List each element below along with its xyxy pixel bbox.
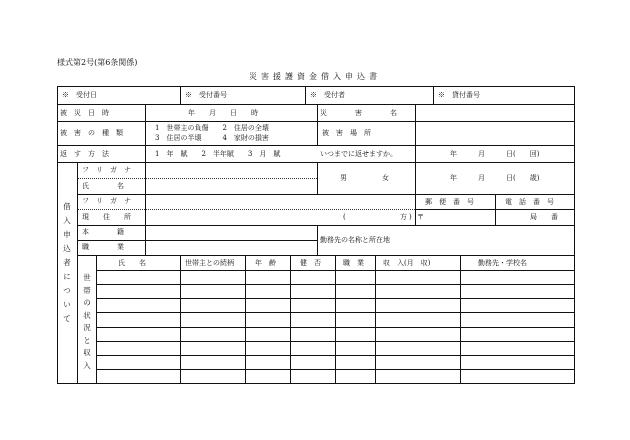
furigana-label: フ リ ガ ナ [82, 166, 131, 174]
applicant-section-label: 借入申込者について [63, 202, 71, 323]
damage-option-1: 1 世帯主の負傷 2 住居の全壊 [155, 124, 269, 132]
col-line [145, 104, 146, 162]
gender-label: 男 女 [340, 174, 389, 182]
row-line [57, 162, 575, 163]
form-number: 様式第2号(第6条関係) [57, 58, 138, 67]
col-line [305, 86, 306, 104]
disaster-name-label: 災 害 名 [320, 109, 397, 117]
row-line [77, 225, 575, 226]
col-line [460, 255, 461, 384]
household-header-income: 収 入(月 収) [383, 259, 431, 267]
col-line [145, 162, 146, 255]
domicile-label: 本 籍 [82, 228, 124, 236]
station-label: 局 番 [530, 213, 558, 221]
dotted-line [77, 178, 317, 179]
row-line [57, 121, 575, 122]
col-line [415, 145, 416, 162]
address-branch: ( [343, 213, 346, 221]
postal-mark: 〒 [417, 213, 424, 221]
name-label: 氏 名 [82, 182, 124, 190]
col-line [180, 86, 181, 104]
household-header-workplace: 勤務先・学校名 [478, 259, 527, 267]
col-line [77, 255, 78, 384]
col-line [96, 255, 97, 384]
row-line [57, 145, 575, 146]
row-line [77, 255, 575, 256]
occupation-label: 職 業 [82, 243, 124, 251]
household-header-name: 氏 名 [118, 259, 146, 267]
col-line [415, 104, 416, 145]
col-line [317, 162, 318, 194]
repay-until-label: いつまでに返せますか。 [320, 150, 397, 158]
furigana2-label: フ リ ガ ナ [82, 197, 131, 205]
damage-place-label: 被 害 場 所 [322, 129, 371, 137]
col-line [335, 255, 336, 384]
household-header-age: 年 齢 [255, 259, 276, 267]
postal-code-label: 郵 便 番 号 [425, 198, 474, 206]
repay-until-units: 年 月 日( 回) [450, 150, 540, 158]
birth-units: 年 月 日( 歳) [450, 174, 540, 182]
household-header-relation: 世帯主との続柄 [185, 259, 234, 267]
col-line [290, 255, 291, 384]
receipt-number-label: ※ 受付番号 [185, 91, 227, 99]
col-line [245, 255, 246, 384]
col-line [77, 162, 78, 255]
application-form-table [57, 86, 575, 384]
disaster-datetime-units: 年 月 日 時 [188, 109, 258, 117]
receipt-date-label: ※ 受付日 [62, 91, 97, 99]
repayment-method-options: 1 年 賦 2 半年賦 3 月 賦 [155, 150, 281, 158]
address-label: 現 住 所 [82, 213, 131, 221]
col-line [317, 225, 318, 255]
row-line [77, 194, 575, 195]
phone-number-label: 電 話 番 号 [505, 198, 554, 206]
col-line [375, 255, 376, 384]
repayment-method-label: 返 す 方 法 [60, 150, 109, 158]
col-line [415, 162, 416, 225]
form-title: 災害援護資金借入申込書 [249, 72, 381, 81]
row-line [77, 240, 317, 241]
address-branch-close: ) [409, 213, 412, 221]
loan-number-label: ※ 貸付番号 [438, 91, 480, 99]
household-header-job: 職 業 [343, 259, 364, 267]
col-line [495, 194, 496, 225]
damage-kind-label: 被 害 の 種 類 [60, 129, 123, 137]
col-line [317, 104, 318, 145]
disaster-datetime-label: 被 災 日 時 [60, 109, 109, 117]
address-branch-label: 方 [400, 213, 407, 221]
household-header-health: 健 否 [300, 259, 321, 267]
dotted-line [77, 209, 415, 210]
household-section-label: 世帯の状況と収入 [83, 273, 91, 370]
col-line [433, 86, 434, 104]
receiver-label: ※ 受付者 [310, 91, 345, 99]
workplace-label: 勤務先の名称と所在地 [320, 236, 390, 244]
damage-option-2: 3 住居の半壊 4 家財の損害 [155, 134, 269, 142]
row-line [57, 104, 575, 105]
col-line [180, 255, 181, 384]
